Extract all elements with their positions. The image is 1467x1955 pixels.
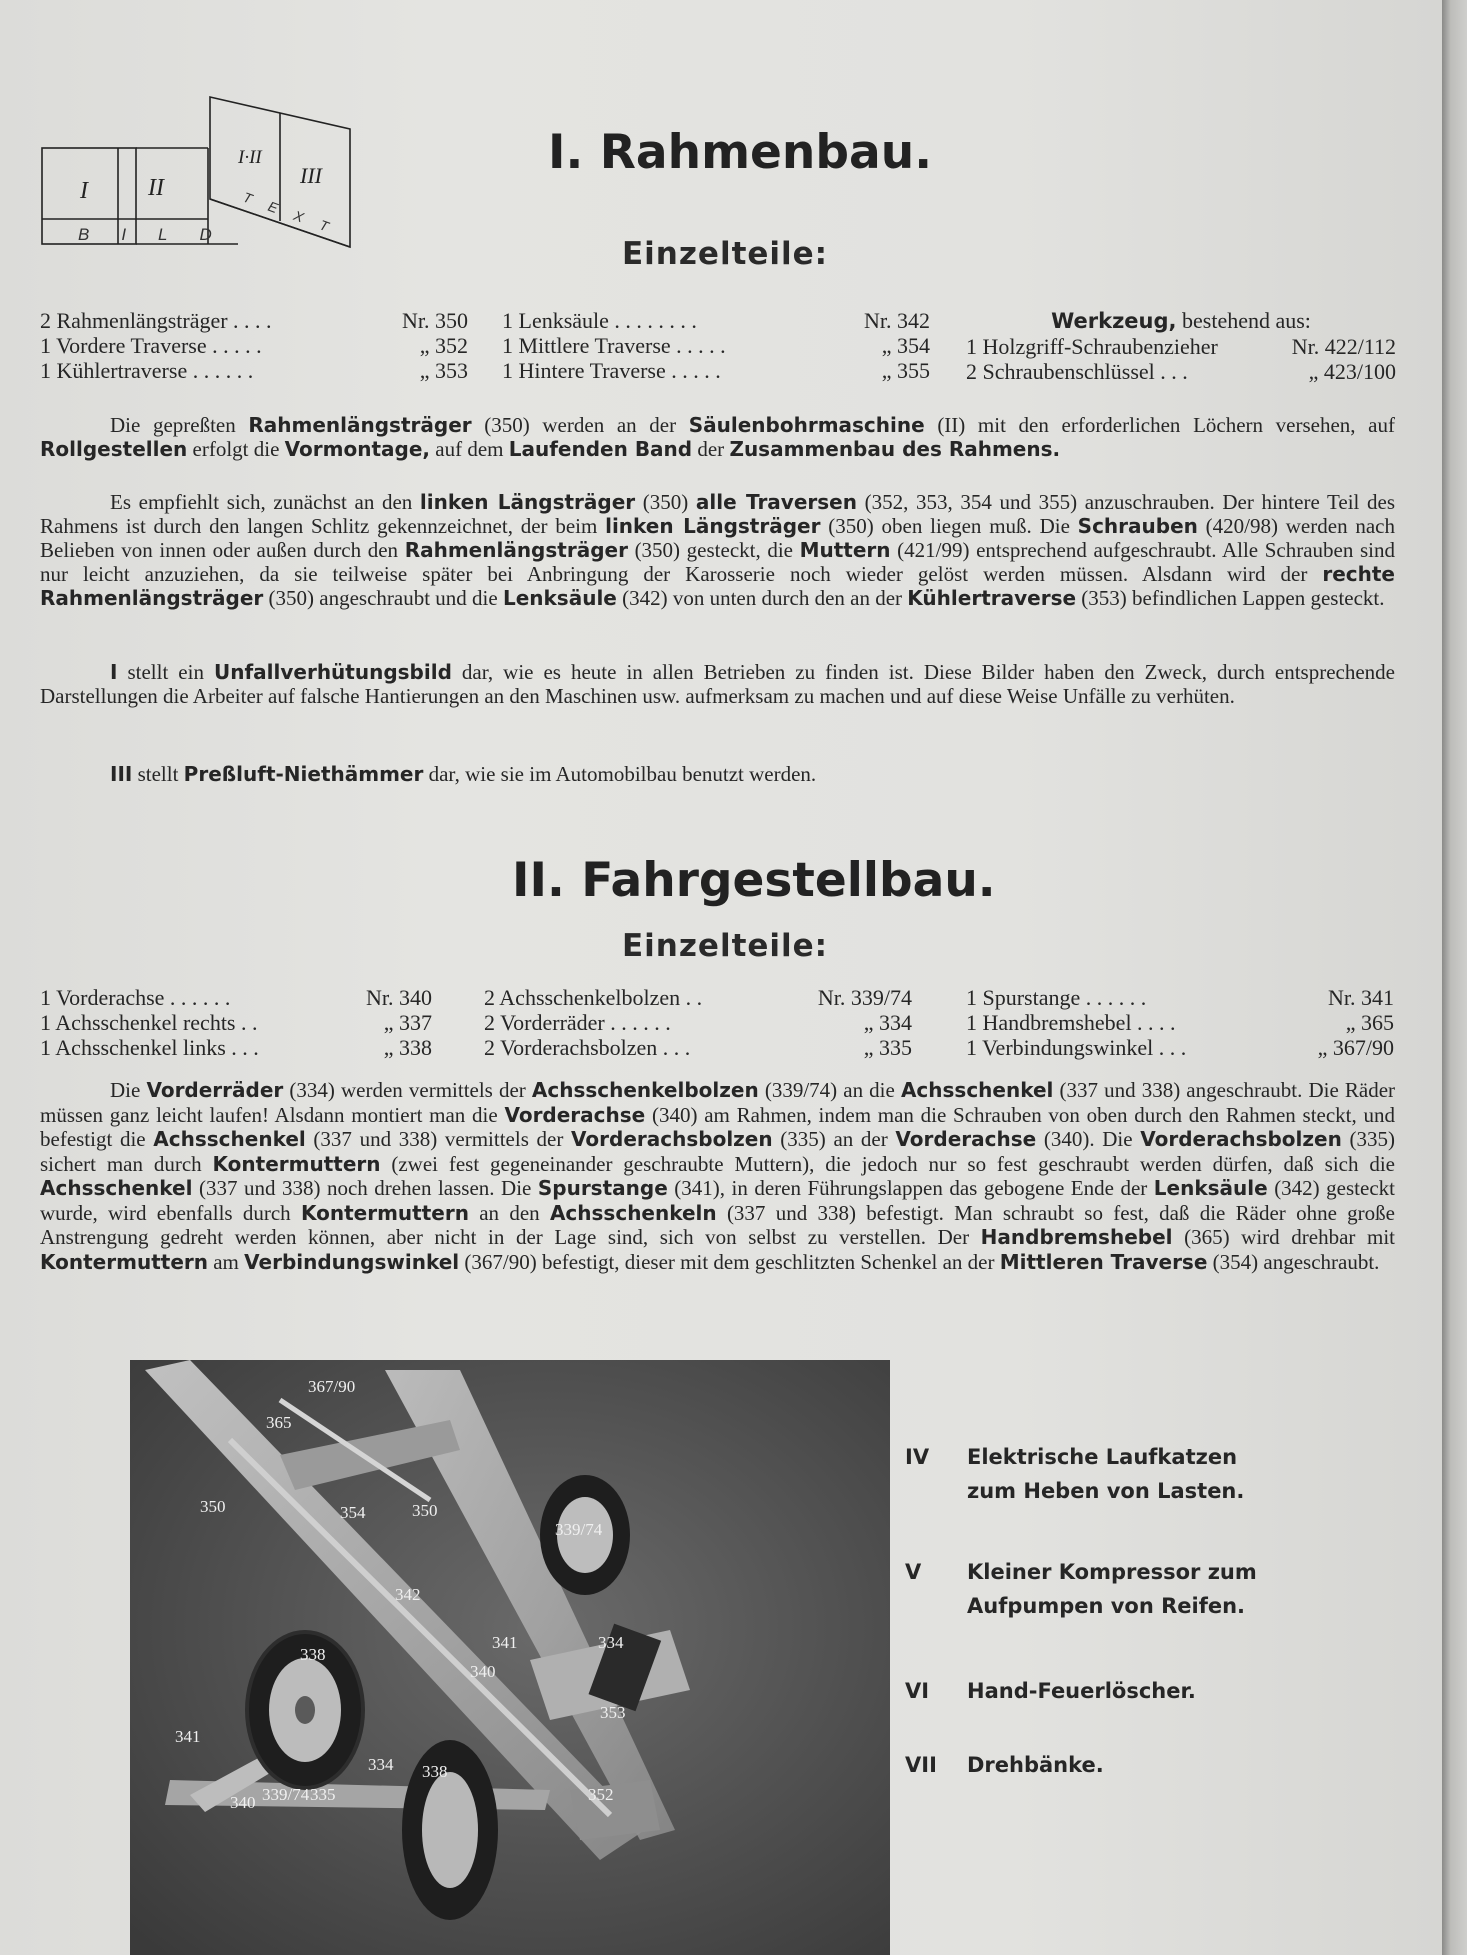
part-row: 1 Vordere Traverse . . . . . „ 352 — [40, 333, 468, 358]
bold-term: Unfallverhütungsbild — [213, 660, 452, 684]
bold-term: Spurstange — [537, 1176, 668, 1200]
bold-term: Kühlertraverse — [907, 586, 1077, 610]
tools-heading: Werkzeug, — [1051, 309, 1177, 333]
section2-parts-col2 — [484, 985, 912, 1060]
diagram-word-bild: BILD — [78, 225, 244, 244]
section1-paragraph-2: Es empfiehlt sich, zunächst an den linken Längsträger (350) alle Traversen (352, 353, 354 und 355) anzuschrauben. Der hintere Teil des Rahmens ist durch den langen Schlitz gekennzeichnet, der beim linken Längsträger (350) oben liegen muß. Die Schrauben (420/98) werden nach Belieben von innen oder außen durch den Rahmenlängsträger (350) gesteckt, die Muttern (421/99) entsprechend aufgeschraubt. Alle Schrauben sind nur leicht anzuziehen, da sie teilweise später bei Anbringung der Karosserie noch wieder gelöst werden müssen. Alsdann wird der rechte Rahmenlängsträger (350) angeschraubt und die Lenksäule (342) von unten durch den an der Kühlertraverse (353) befindlichen Lappen gesteckt. — [40, 490, 1395, 610]
legend-item: V Kleiner Kompressor zum Aufpumpen von Reifen. — [905, 1560, 1257, 1618]
section1-parts-col1 — [40, 308, 468, 383]
diagram-label-i: I — [80, 178, 88, 204]
photo-label: 339/74 — [262, 1785, 310, 1804]
bold-term: Vorderachsbolzen — [1140, 1127, 1342, 1151]
photo-label: 342 — [395, 1585, 421, 1604]
part-row: 1 Kühlertraverse . . . . . . „ 353 — [40, 358, 468, 383]
bold-term: Zusammenbau des Rahmens. — [729, 437, 1061, 461]
section2-title: II. Fahrgestellbau. — [512, 853, 996, 908]
section1-parts-col2 — [502, 308, 930, 383]
photo-label: 335 — [310, 1785, 336, 1804]
section1-tools — [966, 308, 1396, 384]
bold-term: Vorderachse — [895, 1127, 1037, 1151]
part-row: 1 Vorderachse . . . . . . Nr. 340 — [40, 985, 432, 1010]
bold-term: Verbindungswinkel — [244, 1249, 460, 1274]
diagram-label-ii: II — [148, 175, 164, 201]
legend-item: VI Hand-Feuerlöscher. — [905, 1679, 1196, 1703]
part-row: 2 Rahmenlängsträger . . . . Nr. 350 — [40, 308, 468, 333]
photo-label: 334 — [598, 1633, 624, 1652]
next-page-edge — [1442, 0, 1467, 1955]
bold-term: Kontermuttern — [300, 1200, 469, 1225]
photo-label: 353 — [600, 1703, 626, 1722]
diagram-label-iii: III — [300, 163, 322, 188]
bold-term: Rollgestellen — [40, 437, 188, 461]
bold-term: Kontermuttern — [40, 1249, 208, 1274]
photo-label: 340 — [230, 1793, 256, 1812]
bold-term: Vorderachsbolzen — [571, 1127, 773, 1151]
bold-term: Vormontage, — [284, 437, 431, 461]
section1-paragraph-1: Die gepreßten Rahmenlängsträger (350) werden an der Säulenbohrmaschine (II) mit den erforderlichen Löchern versehen, auf Rollgestellen erfolgt die Vormontage, auf dem Laufenden Band der Zusammenbau des Rahmens. — [40, 413, 1395, 461]
bold-term: alle Traversen — [695, 490, 857, 514]
part-row: 2 Achsschenkelbolzen . . Nr. 339/74 — [484, 985, 912, 1010]
bold-term: III — [110, 762, 133, 786]
bold-term: Laufenden Band — [508, 437, 693, 461]
part-row: 1 Handbremshebel . . . . „ 365 — [966, 1010, 1394, 1035]
section1-paragraph-3: I stellt ein Unfallverhütungsbild dar, wie es heute in allen Betrieben zu finden ist. Diese Bilder haben den Zweck, durch entsprechende Darstellungen die Arbeiter auf falsche Hantierungen an den Maschinen usw. aufmerksam zu machen und auf diese Weise Unfälle zu verhüten. — [40, 660, 1395, 708]
bold-term: Muttern — [799, 538, 891, 562]
part-row: 2 Schraubenschlüssel . . . „ 423/100 — [966, 359, 1396, 384]
bold-term: Preßluft-Niethämmer — [183, 762, 424, 786]
part-row: 1 Lenksäule . . . . . . . . Nr. 342 — [502, 308, 930, 333]
bold-term: Achsschenkeln — [549, 1200, 717, 1225]
bold-term: Säulenbohrmaschine — [688, 413, 925, 437]
section2-paragraph-1: Die Vorderräder (334) werden vermittels der Achsschenkelbolzen (339/74) an die Achsschenkel (337 und 338) angeschraubt. Die Räder müssen ganz leicht laufen! Alsdann montiert man die Vorderachse (340) am Rahmen, indem man die Schrauben von oben durch den Rahmen steckt, und befestigt die Achsschenkel (337 und 338) vermittels der Vorderachsbolzen (335) an der Vorderachse (340). Die Vorderachsbolzen (335) sichert man durch Kontermuttern (zwei fest gegeneinander geschraubte Muttern), die jedoch nur so fest geschraubt werden dürfen, daß sich die Achsschenkel (337 und 338) noch drehen lassen. Die Spurstange (341), in deren Führungslappen das gebogene Ende der Lenksäule (342) gesteckt wurde, wird ebenfalls durch Kontermuttern an den Achsschenkeln (337 und 338) befestigt. Man schraubt so fest, daß die Räder ohne große Anstrengung gedreht werden können, aber nicht in der Lage sind, sich von selbst zu verstellen. Der Handbremshebel (365) wird drehbar mit Kontermuttern am Verbindungswinkel (367/90) befestigt, dieser mit dem geschlitzten Schenkel an der Mittleren Traverse (354) angeschraubt. — [40, 1078, 1396, 1274]
photo-label: 354 — [340, 1503, 366, 1522]
photo-label: 350 — [412, 1501, 438, 1520]
bold-term: Handbremshebel — [980, 1225, 1173, 1249]
photo-label: 350 — [200, 1497, 226, 1516]
bold-term: Vorderachse — [504, 1102, 646, 1127]
section2-parts-col3 — [966, 985, 1394, 1060]
tools-heading-rest: bestehend aus: — [1182, 308, 1311, 333]
bold-term: Achsschenkel — [153, 1127, 306, 1151]
section2-subtitle: Einzelteile: — [622, 928, 829, 964]
bold-term: Mittleren Traverse — [999, 1249, 1208, 1274]
part-row: 2 Vorderachsbolzen . . . „ 335 — [484, 1035, 912, 1060]
part-row: 1 Holzgriff-Schraubenzieher Nr. 422/112 — [966, 334, 1396, 359]
photo-label: 352 — [588, 1785, 614, 1804]
section1-paragraph-4: III stellt Preßluft-Niethämmer dar, wie sie im Automobilbau benutzt werden. — [110, 762, 817, 786]
bold-term: Achsschenkel — [40, 1176, 193, 1200]
photo-label: 338 — [422, 1762, 448, 1781]
legend-item: IV Elektrische Laufkatzen zum Heben von Lasten. — [905, 1445, 1245, 1503]
photo-label: 339/74 — [555, 1520, 603, 1539]
part-row: 1 Verbindungswinkel . . . „ 367/90 — [966, 1035, 1394, 1060]
bold-term: Lenksäule — [1153, 1176, 1268, 1200]
bold-term: linken Längsträger — [419, 490, 636, 514]
part-row: 1 Mittlere Traverse . . . . . „ 354 — [502, 333, 930, 358]
diagram-word-text: TEXT — [240, 188, 348, 241]
bold-term: Achsschenkelbolzen — [531, 1078, 759, 1102]
part-row: 2 Vorderräder . . . . . . „ 334 — [484, 1010, 912, 1035]
bold-term: Vorderräder — [146, 1078, 284, 1102]
chassis-photo — [130, 1360, 890, 1955]
bold-term: linken Längsträger — [605, 514, 821, 538]
diagram-label-iii-a: I·II — [238, 147, 262, 168]
section2-parts-col1 — [40, 985, 432, 1060]
photo-label: 340 — [470, 1662, 496, 1681]
bold-term: Lenksäule — [502, 586, 617, 610]
bold-term: I — [110, 660, 118, 684]
bold-term: Achsschenkel — [900, 1078, 1054, 1102]
photo-label: 365 — [266, 1413, 292, 1432]
orientation-diagram — [38, 95, 358, 255]
photo-label: 341 — [175, 1727, 201, 1746]
photo-label: 334 — [368, 1755, 394, 1774]
photo-label: 338 — [300, 1645, 326, 1664]
bold-term: Schrauben — [1077, 514, 1198, 538]
bold-term: rechte Rahmenlängsträger — [40, 562, 1395, 610]
bold-term: Rahmenlängsträger — [404, 538, 628, 562]
photo-label: 367/90 — [308, 1377, 356, 1396]
section1-subtitle: Einzelteile: — [622, 236, 829, 272]
part-row: 1 Achsschenkel rechts . . „ 337 — [40, 1010, 432, 1035]
legend-item: VII Drehbänke. — [905, 1753, 1104, 1777]
section1-title: I. Rahmenbau. — [548, 125, 933, 180]
bold-term: Kontermuttern — [212, 1151, 381, 1176]
part-row: 1 Achsschenkel links . . . „ 338 — [40, 1035, 432, 1060]
bold-term: Rahmenlängsträger — [248, 413, 472, 437]
part-row: 1 Hintere Traverse . . . . . „ 355 — [502, 358, 930, 383]
part-row: 1 Spurstange . . . . . . Nr. 341 — [966, 985, 1394, 1010]
photo-label: 341 — [492, 1633, 518, 1652]
